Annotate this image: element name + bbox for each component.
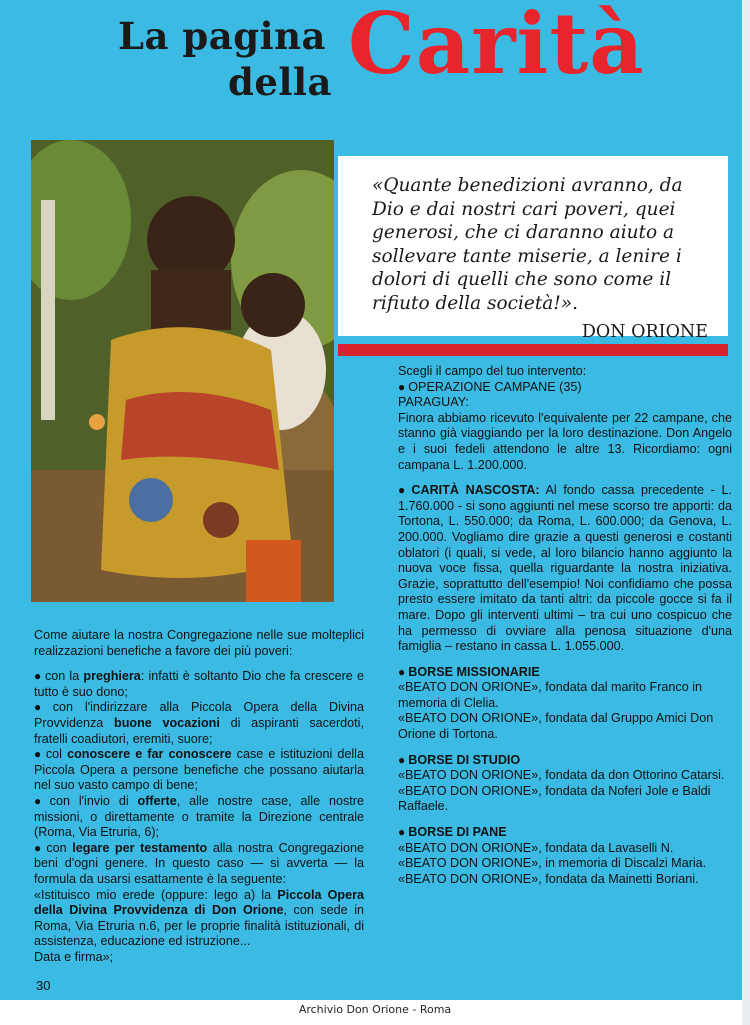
bullet-icon: ●	[398, 752, 406, 767]
item-text: col	[45, 747, 68, 762]
section-heading	[398, 753, 732, 769]
item-bold: preghiera	[83, 669, 141, 684]
formula-text: , con sede in Roma, Via Etruria n.6, per le proprie finalità istituzionali, di assistenza, educazione ed istruzione...	[34, 903, 364, 949]
section-title: OPERAZIONE CAMPANE (35)	[408, 379, 582, 394]
list-item: «BEATO DON ORIONE», fondata da Lavaselli N.	[398, 840, 674, 855]
section-title: BORSE MISSIONARIE	[408, 664, 540, 679]
list-item: «BEATO DON ORIONE», fondata dal Gruppo Amici Don Orione di Tortona.	[398, 711, 714, 742]
list-item: «BEATO DON ORIONE», fondata da Noferi Jole e Baldi Raffaele.	[398, 783, 711, 814]
section-title: CARITÀ NASCOSTA:	[411, 483, 540, 498]
section-title: BORSE DI STUDIO	[408, 752, 521, 767]
item-text: con l'invio di	[49, 793, 138, 808]
bullet-icon: ●	[398, 483, 409, 498]
intro-text: Come aiutare la nostra Congregazione nelle sue molteplici realizzazioni benefiche a favore dei più poveri:	[34, 628, 364, 658]
carita-text: Al fondo cassa precedente - L. 1.760.000 - si sono aggiunti nel mese scorso tre apporti: da Tortona, L. 550.000; da Roma, L. 600.000; da Genova, L. 200.000. Vogliamo dire grazie a questi generosi e costanti oblatori (i quali, si vede, al loro bilancio hanno aggiunto la nuova voce fissa, quella riguardante la nostra iniziativa. Grazie, soprattutto dell'esempio! Noi confidiamo che possa presto essere imitato da tanti altri: da piccole gocce si fa il mare. Dopo gli interventi ultimi – tra cui uno cospicuo che ha permesso di ovviare alla penosa situazione d'una famiglia – restano in cassa L. 1.055.000.	[398, 483, 732, 654]
list-item: «BEATO DON ORIONE», fondata da don Ottorino Catarsi.	[398, 768, 725, 783]
campane-text: Finora abbiamo ricevuto l'equivalente per 22 campane, che stanno già viaggiando per la loro destinazione. Don Angelo e i suoi fedeli attendono le altre 13. Ricordiamo: ogni campana L. 1.200.000.	[398, 410, 732, 472]
list-item	[34, 700, 364, 747]
children-photo	[31, 140, 334, 602]
quote-author: DON ORIONE	[581, 322, 708, 342]
item-bold: legare per testamento	[72, 840, 208, 855]
signature-line: Data e firma»;	[34, 949, 114, 964]
section-heading	[398, 665, 732, 681]
formula-bold: Piccola Opera della Divina Provvidenza di Don Orione	[34, 887, 365, 918]
left-column	[34, 628, 364, 965]
item-text: con l'indirizzare alla Piccola Opera della Divina Provvidenza	[34, 700, 364, 730]
bullet-icon: ●	[398, 664, 406, 679]
list-item: «BEATO DON ORIONE», fondata da Mainetti Boriani.	[398, 871, 699, 886]
item-bold: buone vocazioni	[114, 715, 220, 730]
item-text: di aspiranti sacerdoti, fratelli coadiutori, eremiti, suore;	[34, 715, 364, 746]
item-text: : infatti è soltanto Dio che fa crescere e tutto è suo dono;	[34, 669, 364, 699]
list-item	[34, 841, 364, 888]
section-title: BORSE DI PANE	[408, 825, 507, 840]
bullet-icon: ●	[34, 747, 43, 762]
quote-box	[338, 156, 728, 342]
item-text: con la	[44, 669, 84, 684]
item-text: case e istituzioni della Piccola Opera a persone benefiche che possano aiutarla nel suo vasto campo di bene;	[34, 747, 364, 793]
list-item	[34, 747, 364, 794]
item-bold: offerte	[137, 793, 177, 808]
bullet-icon: ●	[34, 840, 44, 855]
bullet-icon: ●	[398, 825, 406, 840]
list-item: «BEATO DON ORIONE», in memoria di Discalzi Maria.	[398, 856, 707, 871]
page-edge	[742, 0, 750, 1025]
item-bold: conoscere e far conoscere	[67, 747, 232, 762]
item-text: alla nostra Congregazione beni d'ogni genere. In questo caso — si avverta — la formula da usarsi esattamente è la seguente:	[34, 840, 364, 886]
item-text: con	[46, 840, 73, 855]
archive-footer: Archivio Don Orione - Roma	[298, 1003, 452, 1016]
title-line-2: della	[228, 60, 332, 104]
title-carita: Carità	[348, 0, 645, 93]
list-item: «BEATO DON ORIONE», fondata dal marito Franco in memoria di Clelia.	[398, 680, 703, 710]
quote-text: «Quante benedizioni avranno, da Dio e dai nostri cari poveri, quei generosi, che ci daranno aiuto a sollevare tante miserie, a lenire i dolori di quelli che sono come il rifiuto della società!».	[372, 175, 683, 314]
page-number: 30	[36, 978, 51, 993]
section-heading	[398, 380, 732, 396]
list-item	[34, 669, 364, 700]
section-heading	[398, 825, 732, 841]
children-photo-icon	[31, 140, 334, 602]
carita-nascosta	[398, 483, 732, 655]
bullet-icon: ●	[34, 793, 47, 808]
red-divider	[338, 344, 728, 356]
title-line-1: La pagina	[118, 14, 327, 58]
bullet-icon: ●	[34, 669, 42, 684]
list-item	[34, 794, 364, 841]
choose-text: Scegli il campo del tuo intervento:	[398, 364, 587, 378]
formula-text: «Istituisco mio erede (oppure: lego a) la	[34, 887, 278, 902]
right-column	[398, 364, 732, 887]
bullet-icon: ●	[34, 700, 50, 715]
bullet-icon: ●	[398, 379, 406, 394]
formula	[34, 888, 364, 950]
item-text: , alle nostre case, alle nostre missioni, o direttamente o tramite la Direzione centrale (Roma, Via Etruria, 6);	[34, 793, 364, 840]
country-label: PARAGUAY:	[398, 395, 469, 410]
